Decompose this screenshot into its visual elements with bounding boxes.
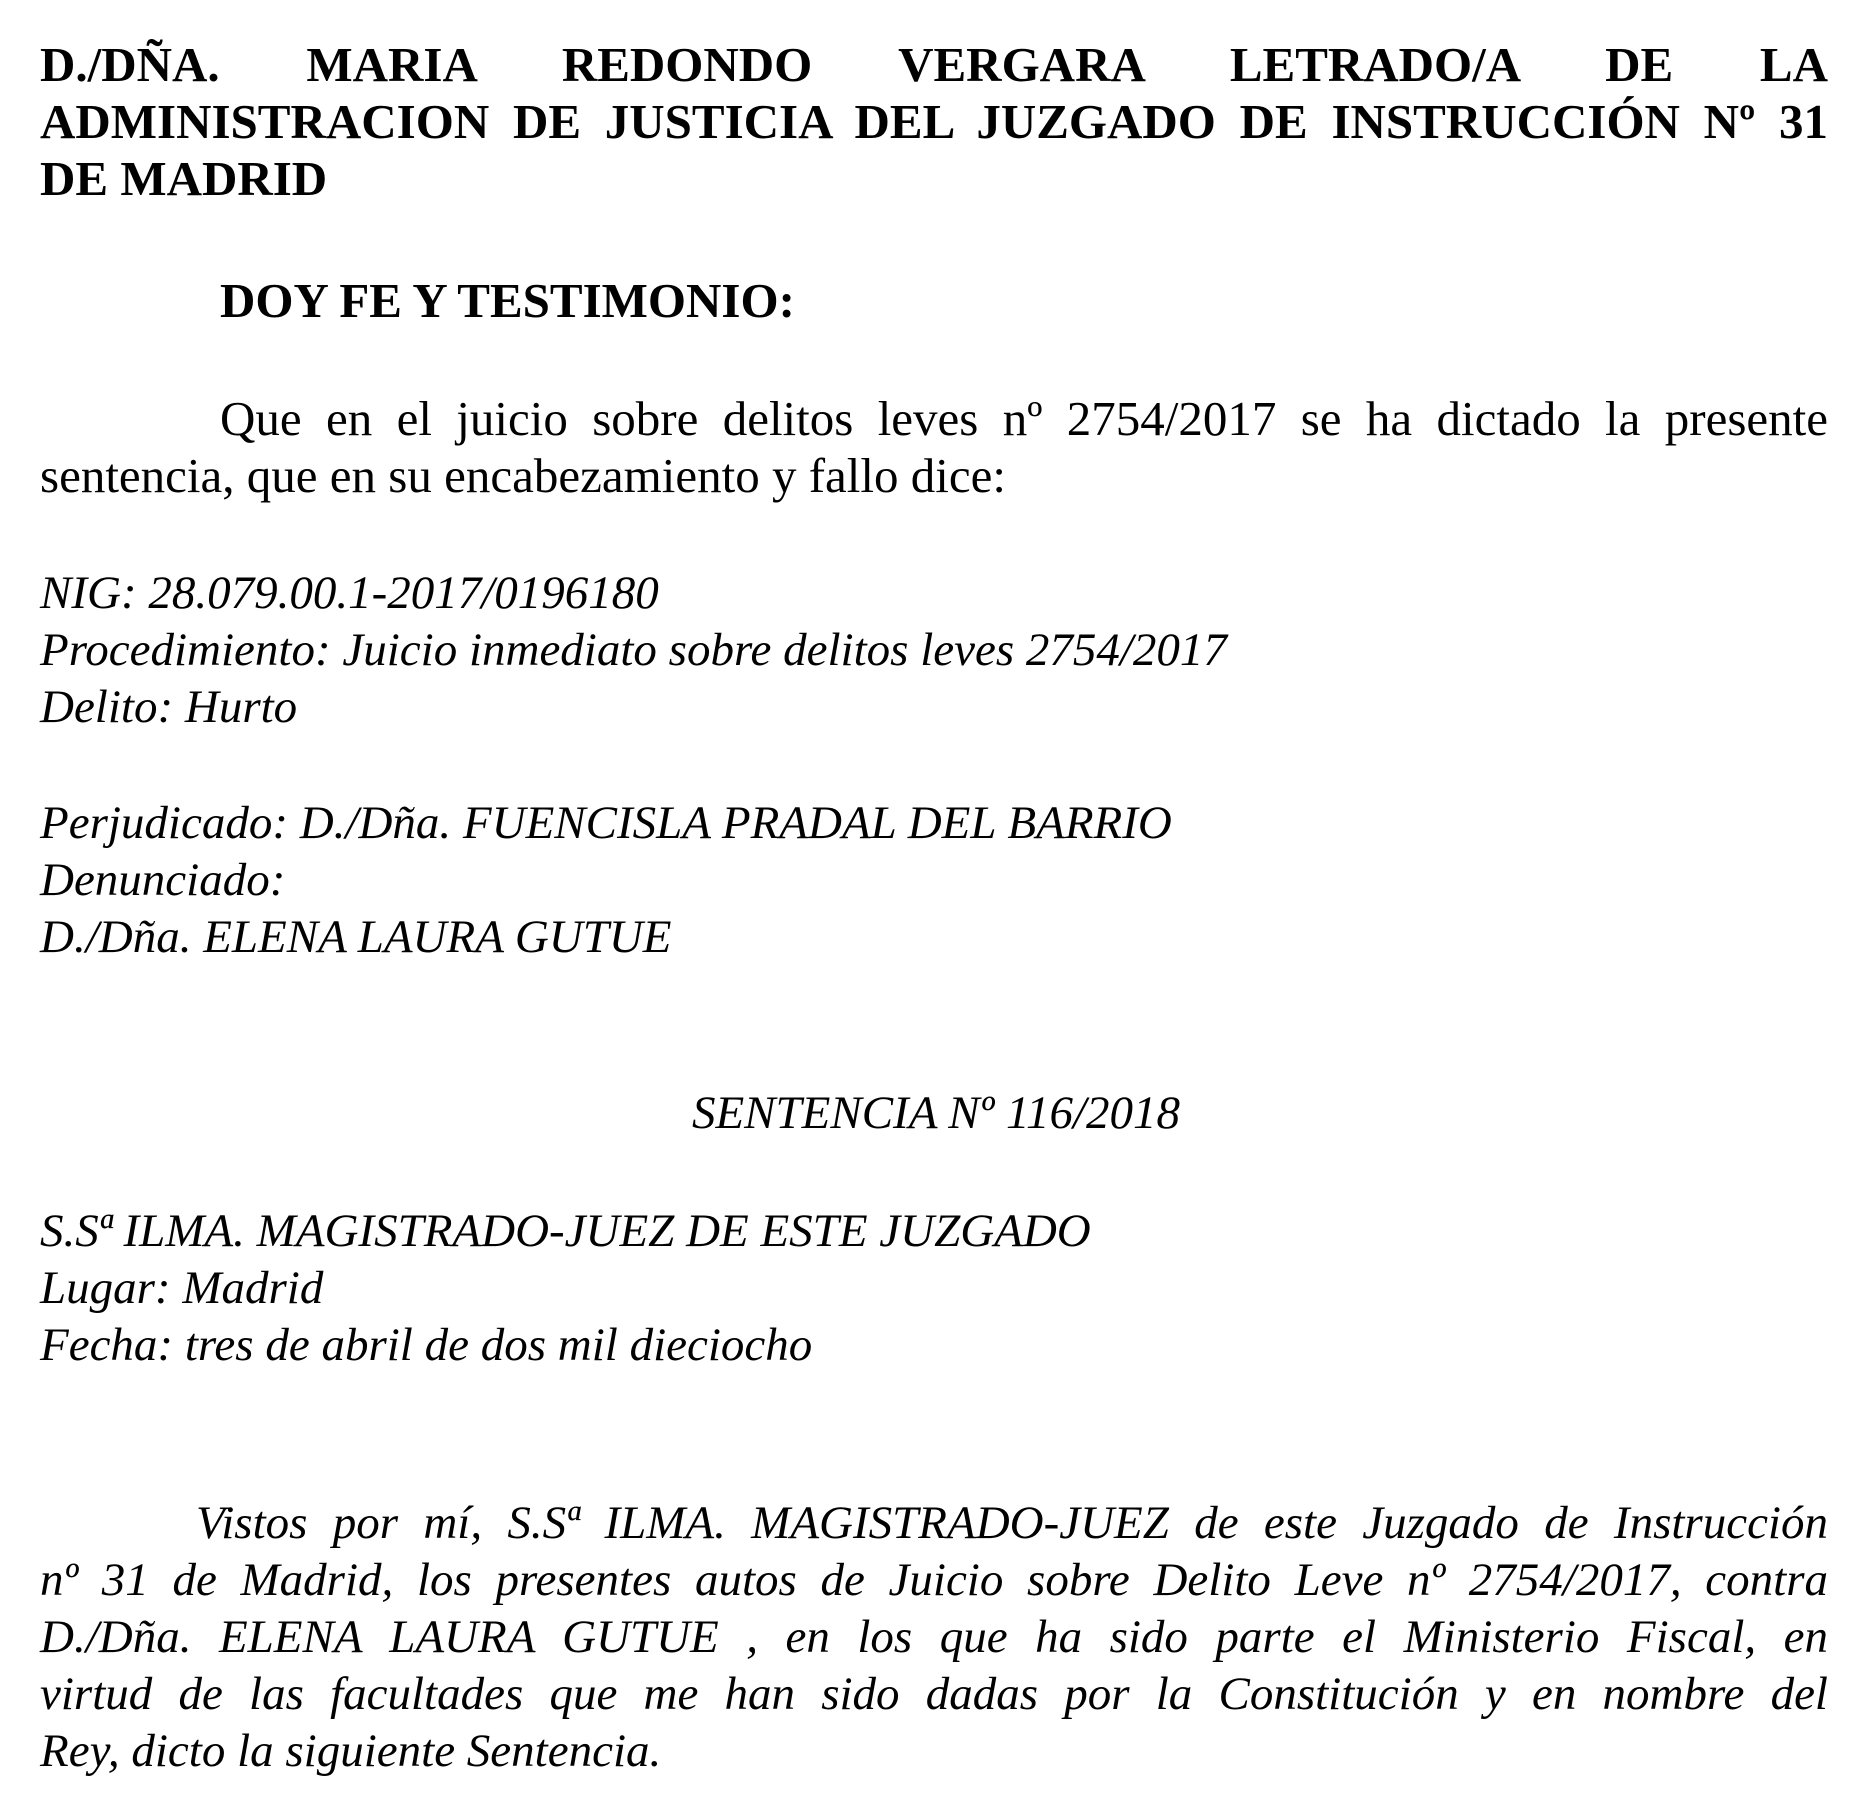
magistrado-line: S.Sª ILMA. MAGISTRADO-JUEZ DE ESTE JUZGADO <box>40 1205 1091 1257</box>
vistos-line: D./Dña. ELENA LAURA GUTUE , en los que ha sido parte el Ministerio Fiscal, en <box>40 1611 1828 1663</box>
lugar-line: Lugar: Madrid <box>40 1262 324 1314</box>
document-heading <box>40 36 1828 207</box>
vistos-line: nº 31 de Madrid, los presentes autos de Juicio sobre Delito Leve nº 2754/2017, contra <box>40 1554 1828 1606</box>
denunciado-label: Denunciado: <box>40 854 286 906</box>
nig-line: NIG: 28.079.00.1-2017/0196180 <box>40 567 659 619</box>
vistos-line: virtud de las facultades que me han sido dadas por la Constitución y en nombre del <box>40 1668 1828 1720</box>
delito-line: Delito: Hurto <box>40 681 298 733</box>
case-details <box>40 565 1227 736</box>
intro-line: Que en el juicio sobre delitos leves nº 2754/2017 se ha dictado la presente <box>220 391 1828 446</box>
judge-details <box>40 1203 1091 1374</box>
heading-line: ADMINISTRACION DE JUSTICIA DEL JUZGADO DE INSTRUCCIÓN Nº 31 <box>40 94 1828 149</box>
intro-line: sentencia, que en su encabezamiento y fallo dice: <box>40 448 1006 503</box>
vistos-line: Rey, dicto la siguiente Sentencia. <box>40 1725 662 1777</box>
heading-line: DE MADRID <box>40 151 328 206</box>
perjudicado-line: Perjudicado: D./Dña. FUENCISLA PRADAL DEL BARRIO <box>40 797 1172 849</box>
sentencia-title: SENTENCIA Nº 116/2018 <box>691 1087 1181 1139</box>
heading-line: D./DÑA. MARIA REDONDO VERGARA LETRADO/A DE LA <box>40 37 1828 92</box>
intro-paragraph <box>40 390 1828 504</box>
doy-fe-heading: DOY FE Y TESTIMONIO: <box>220 273 795 328</box>
parties-details <box>40 795 1172 966</box>
procedimiento-line: Procedimiento: Juicio inmediato sobre delitos leves 2754/2017 <box>40 624 1227 676</box>
denunciado-name: D./Dña. ELENA LAURA GUTUE <box>40 911 672 963</box>
vistos-paragraph <box>40 1495 1828 1780</box>
fecha-line: Fecha: tres de abril de dos mil dieciocho <box>40 1319 813 1371</box>
vistos-line: Vistos por mí, S.Sª ILMA. MAGISTRADO-JUEZ de este Juzgado de Instrucción <box>196 1497 1828 1549</box>
